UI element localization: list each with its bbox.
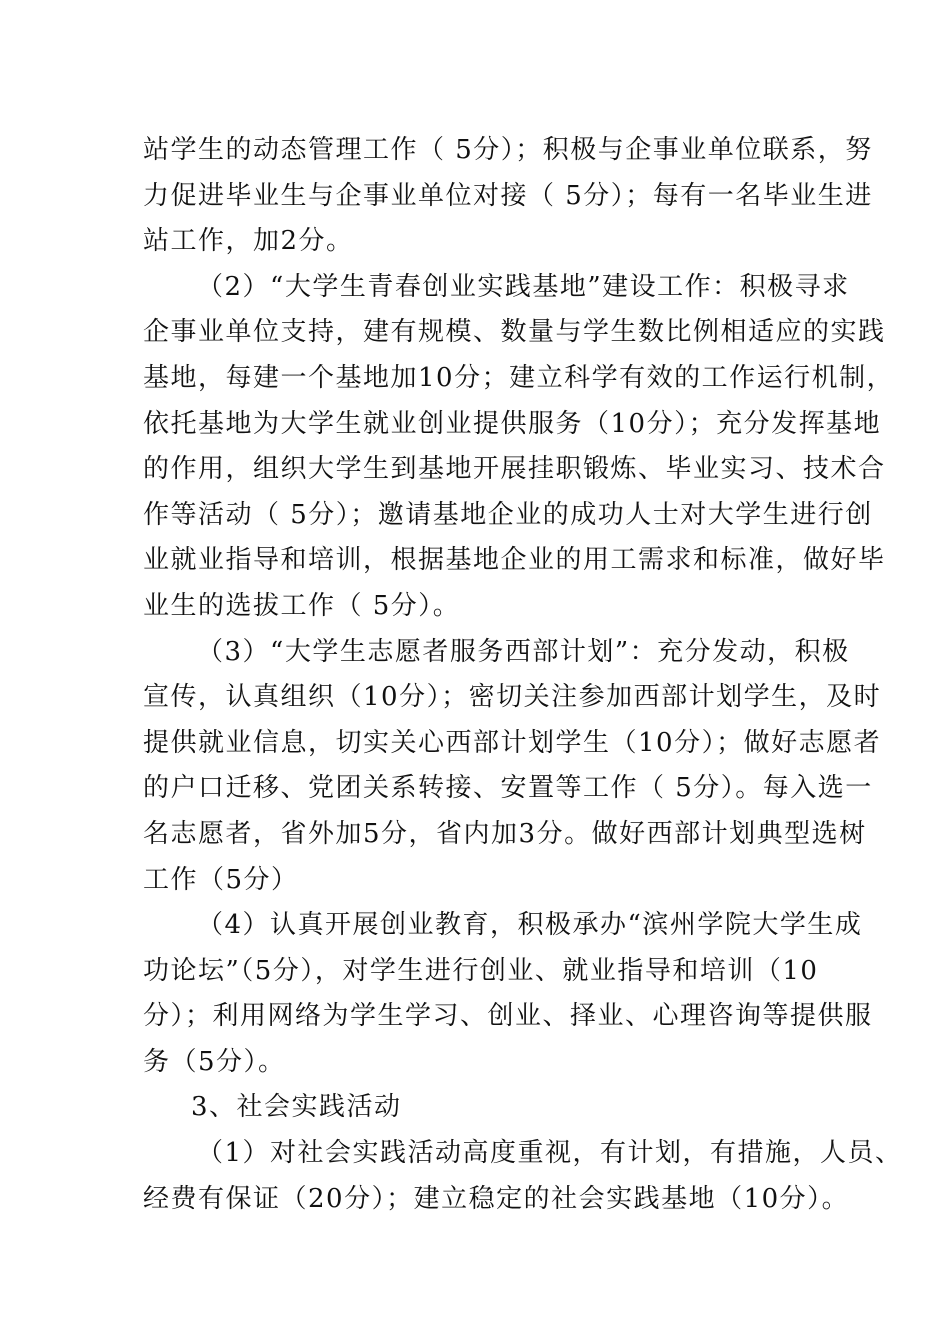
paragraph-line: （2）“大学生青春创业实践基地”建设工作：积极寻求	[197, 271, 850, 302]
paragraph-line: 的作用，组织大学生到基地开展挂职锻炼、毕业实习、技术合	[143, 454, 886, 485]
paragraph-line: 务（5分）。	[143, 1046, 286, 1077]
paragraph-line: 提供就业信息，切实关心西部计划学生（10分）；做好志愿者	[143, 727, 882, 758]
document-body	[143, 128, 903, 1222]
paragraph-line: 经费有保证（20分）；建立稳定的社会实践基地（10分）。	[143, 1183, 850, 1214]
paragraph-line: 宣传，认真组织（10分）；密切关注参加西部计划学生，及时	[143, 682, 882, 713]
paragraph-line: 作等活动（ 5分）；邀请基地企业的成功人士对大学生进行创	[143, 499, 873, 530]
paragraph-line: 工作（5分）	[143, 864, 299, 895]
paragraph-line: 站工作，加2分。	[143, 226, 354, 257]
paragraph-line: （4）认真开展创业教育，积极承办“滨州学院大学生成	[197, 910, 863, 941]
section-heading: 3、社会实践活动	[191, 1092, 402, 1123]
paragraph-line: 依托基地为大学生就业创业提供服务（10分）；充分发挥基地	[143, 408, 882, 439]
paragraph-line: 的户口迁移、党团关系转接、安置等工作（ 5分）。每入选一	[143, 773, 873, 804]
paragraph-line: 分）；利用网络为学生学习、创业、择业、心理咨询等提供服	[143, 1001, 873, 1032]
paragraph-line: 业就业指导和培训，根据基地企业的用工需求和标准，做好毕	[143, 545, 886, 576]
paragraph-line: （3）“大学生志愿者服务西部计划”：充分发动，积极	[197, 636, 850, 667]
paragraph-line: 功论坛”（5分），对学生进行创业、就业指导和培训（10	[143, 955, 819, 986]
paragraph-line: 业生的选拔工作（ 5分）。	[143, 590, 461, 621]
paragraph-line: 基地，每建一个基地加10分；建立科学有效的工作运行机制，	[143, 362, 895, 393]
paragraph-line: 力促进毕业生与企事业单位对接（ 5分）；每有一名毕业生进	[143, 180, 873, 211]
paragraph-line: （1）对社会实践活动高度重视，有计划，有措施，人员、	[197, 1138, 903, 1169]
paragraph-line: 名志愿者，省外加5分，省内加3分。做好西部计划典型选树	[143, 818, 867, 849]
paragraph-line: 站学生的动态管理工作（ 5分）；积极与企事业单位联系，努	[143, 135, 873, 165]
paragraph-line: 企事业单位支持，建有规模、数量与学生数比例相适应的实践	[143, 317, 886, 348]
